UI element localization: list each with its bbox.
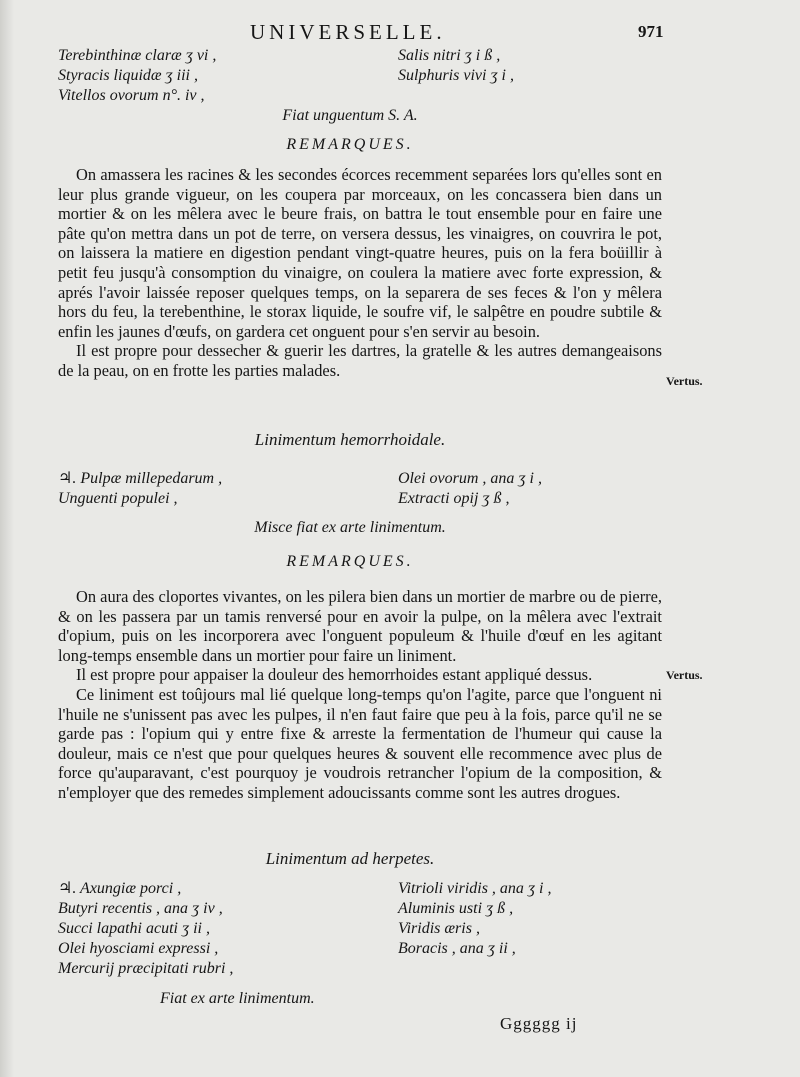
ingredient: Butyri recentis , ana ʒ iv , [58, 900, 223, 917]
ingredient: Aluminis usti ʒ ß , [398, 900, 514, 917]
page-number: 971 [638, 22, 664, 41]
ingredient: Vitrioli viridis , ana ʒ i , [398, 880, 552, 897]
signature-mark: Gggggg ij [500, 1014, 578, 1033]
ingredient: Unguenti populei , [58, 490, 178, 507]
ingredient: Mercurij præcipitati rubri , [58, 960, 234, 977]
ingredient: Sulphuris vivi ʒ i , [398, 67, 514, 84]
paragraph: Il est propre pour dessecher & guerir les dartres, la gratelle & les autres demangeaisons de la peau, on en frotte les parties malades. [58, 341, 662, 380]
remarques-text-1 [58, 165, 662, 381]
ingredient: Styracis liquidæ ʒ iii , [58, 67, 198, 84]
ingredient: Succi lapathi acuti ʒ ii , [58, 920, 210, 937]
ingredient: Viridis æris , [398, 920, 480, 937]
recipe-instruction-1: Fiat unguentum S. A. [282, 107, 418, 124]
page-gutter-shadow [0, 0, 14, 1077]
liniment-ingredients-1 [58, 469, 658, 511]
liniment-title-2: Linimentum ad herpetes. [265, 849, 435, 868]
ingredient: Vitellos ovorum n°. iv , [58, 87, 205, 104]
page-header [0, 20, 800, 46]
recipe-ingredients-1 [58, 46, 658, 108]
liniment-instruction-1: Misce fiat ex arte linimentum. [254, 519, 446, 536]
ingredient: Boracis , ana ʒ ii , [398, 940, 516, 957]
ingredient: Terebinthinæ claræ ʒ vi , [58, 47, 217, 64]
running-head: UNIVERSELLE. [250, 20, 446, 44]
paragraph: Il est propre pour appaiser la douleur des hemorrhoides estant appliqué dessus. [76, 665, 593, 685]
liniment-instruction-2: Fiat ex arte linimentum. [160, 990, 315, 1007]
margin-note-vertus: Vertus. [666, 668, 703, 682]
margin-note-vertus: Vertus. [666, 374, 703, 388]
ingredient: Olei ovorum , ana ʒ i , [398, 470, 542, 487]
ingredient: Olei hyosciami expressi , [58, 940, 219, 957]
ingredient: ♃. Pulpæ millepedarum , [58, 470, 223, 487]
paragraph: Ce liniment est toûjours mal lié quelque long-temps qu'on l'agite, parce que l'onguent ni l'huile ne s'unissent pas avec les pulpes, il n'en faut faire que peu à la fois, parce qu'il ne se garde pas : l'opium qui y entre fixe & arreste la fermentation de l'humeur qui cause la douleur, mais ce n'est que pour quelques heures & souvent elle recommence avec plus de force qu'auparavant, c'est pourquoy je voudrois retrancher l'opium de la composition, & n'employer que des remedes simplement adoucissants comme sont les autres drogues. [58, 684, 662, 802]
ingredient: Extracti opij ʒ ß , [398, 490, 510, 507]
remarques-heading-2: REMARQUES. [286, 553, 414, 570]
remarques-text-2 [58, 587, 662, 803]
paragraph: On aura des cloportes vivantes, on les pilera bien dans un mortier de marbre ou de pierre, & on les passera par un tamis renversé pour en avoir la pulpe, on la mêlera avec l'extrait d'opium, puis on les incorporera avec l'onguent populeum & l'huile d'œuf en les agitant long-temps ensemble dans un mortier pour faire un liniment. [58, 587, 662, 665]
liniment-ingredients-2 [58, 879, 658, 981]
remarques-heading-1: REMARQUES. [286, 136, 414, 153]
ingredient: ♃. Axungiæ porci , [58, 880, 182, 897]
ingredient: Salis nitri ʒ i ß , [398, 47, 501, 64]
paragraph: On amassera les racines & les secondes écorces recemment separées lors qu'elles sont en leur plus grande vigueur, on les coupera par morceaux, on les concassera bien dans un mortier & on les mêlera avec le beure frais, on battra le tout ensemble pour en faire une pâte qu'on mettra dans un pot de terre, on versera dessus, les vinaigres, on couvrira le pot, on laissera la matiere en digestion pendant vingt-quatre heures, puis on la fera boüillir à petit feu jusqu'à consomption du vinaigre, on coulera la matiere avec forte expression, & aprés l'avoir laissée reposer quelques temps, on la separera de ses feces & l'on y mêlera hors du feu, la terebenthine, le storax liquide, le soufre vif, le salpêtre en poudre subtile & enfin les jaunes d'œufs, on gardera cet onguent pour s'en servir au besoin. [58, 165, 662, 341]
liniment-title-1: Linimentum hemorrhoidale. [254, 430, 446, 449]
